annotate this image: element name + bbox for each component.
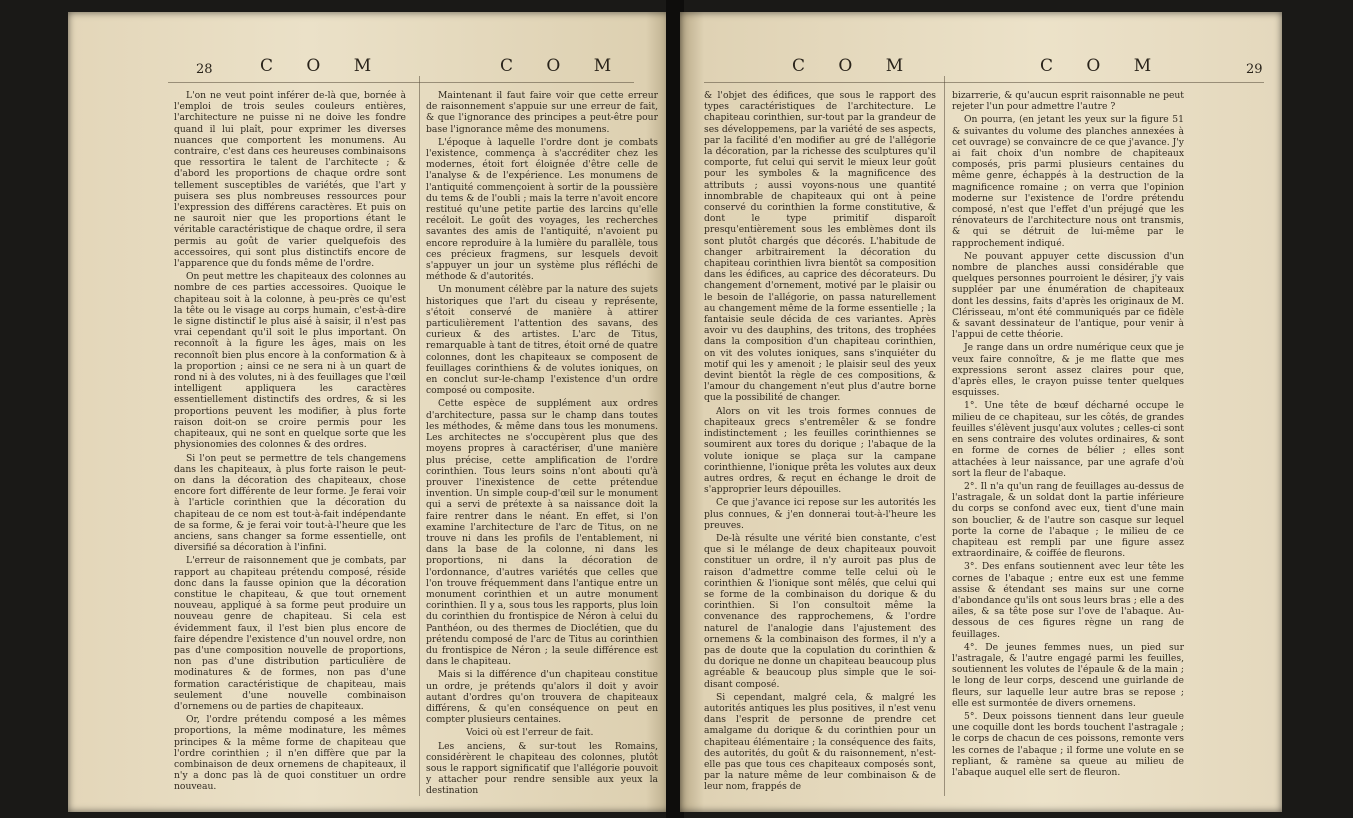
paragraph: 1°. Une tête de bœuf décharné occupe le milieu de ce chapiteau, sur les côtés, de grandes feuilles s'élèvent jusqu'aux volutes ; celles-ci sont en sens contraire des volutes ordinaires, & sont en forme de cornes de bélier ; elles sont attachées à leur naissance, par une agrafe d'où sort la fleur de l'abaque.: [952, 400, 1184, 479]
column-rule-right: [944, 76, 945, 796]
paragraph: 3°. Des enfans soutiennent avec leur tête les cornes de l'abaque ; entre eux est une femme assise & étendant ses mains sur une corne d'abondance qu'ils ont sous leurs bras ; elle a des ailes, & sa tête pose sur l'ove de l'abaque. Au-dessous de ces figures règne un rang de feuillages.: [952, 561, 1184, 640]
running-head-right-1: C O M: [792, 56, 918, 76]
page-number-right: 29: [1246, 62, 1263, 77]
paragraph: Cette espèce de supplément aux ordres d'architecture, passa sur le champ dans toutes les méthodes, & même dans tous les monumens. Les architectes ne s'occupèrent plus que des moyens propres à caractériser, d'une manière plus précise, cette amplification de l'ordre corinthien. Tous leurs soins n'ont abouti qu'à prouver l'inexistence de cette prétendue invention. Un simple coup-d'œil sur le monument qui a servi de prétexte à sa naissance doit la faire rentrer dans le néant. En effet, si l'on examine l'architecture de l'arc de Titus, on ne trouve ni dans les profils de l'entablement, ni dans la base de la colonne, ni dans les proportions, ni dans la décoration de l'ordonnance, d'autres variétés que celles que l'on trouve fréquemment dans l'antique entre un monument corinthien et un autre monument corinthien. Il y a, sous tous les rapports, plus loin du corinthien du frontispice de Néron à celui du Panthéon, ou des thermes de Dioclétien, que du prétendu composé de l'arc de Titus au corinthien du frontispice de Néron ; la seule différence est dans le chapiteau.: [426, 398, 658, 668]
paragraph: Si l'on peut se permettre de tels changemens dans les chapiteaux, à plus forte raison le peut-on dans la décoration des chapiteaux, chose encore fort différente de leur forme. Je ferai voir à l'article corinthien que la décoration du chapiteau de ce nom est tout-à-fait indépendante de sa forme, & je ferai voir tout-à-l'heure que les anciens, sans changer sa forme essentielle, ont diversifié sa décoration à l'infini.: [174, 452, 406, 554]
column-rule-left: [419, 76, 420, 796]
paragraph: Ce que j'avance ici repose sur les autorités les plus connues, & j'en donnerai tout-à-l'heure les preuves.: [704, 497, 936, 531]
paragraph: 2°. Il n'a qu'un rang de feuillages au-dessus de l'astragale, & un soldat dont la partie inférieure du corps se confond avec eux, tient d'une main son bouclier, & de l'autre son casque sur lequel porte la corne de l'abaque ; le milieu de ce chapiteau est rempli par une figure assez extraordinaire, & coiffée de fleurons.: [952, 480, 1184, 560]
paragraph: On pourra, (en jetant les yeux sur la figure 51 & suivantes du volume des planches annexées à cet ouvrage) se convaincre de ce que j'avance. J'y ai fait choix d'un nombre de chapiteaux composés, pris parmi plusieurs centaines du même genre, échappés à la destruction de la magnificence romaine ; on verra que l'opinion moderne sur l'existence de l'ordre prétendu composé, n'est que l'effet d'un préjugé que les rénovateurs de l'architecture nous ont transmis, & qui se détruit de lui-même par le rapprochement indiqué.: [952, 114, 1184, 249]
page-number-left: 28: [196, 62, 213, 77]
paragraph: L'on ne veut point inférer de-là que, bornée à l'emploi de trois seules couleurs entières, l'architecture ne puisse ni ne doive les fondre quand il lui plaît, pour exprimer les diverses nuances que comportent les monumens. Au contraire, c'est dans ces heureuses combinaisons que ressortira le talent de l'architecte ; & d'abord les proportions de chaque ordre sont tellement susceptibles de variétés, que l'art y puisera ses plus nombreuses ressources pour l'expression des différens caractères. Et puis on ne sauroit nier que les proportions étant le véritable caractéristique de chaque ordre, il sera permis au goût de varier quelquefois des accessoires, qui sont plus distinctifs encore de l'apparence que du fonds même de l'ordre.: [174, 90, 406, 270]
paragraph: 4°. De jeunes femmes nues, un pied sur l'astragale, & l'autre engagé parmi les feuilles, soutiennent les volutes de l'épaule & de la main ; le long de leur corps, descend une guirlande de fleurs, sur laquelle leur autre bras se repose ; elle est surmontée de divers ornemens.: [952, 641, 1184, 709]
paragraph: Alors on vit les trois formes connues de chapiteaux grecs s'entremêler & se fondre indistinctement ; les feuilles corinthiennes se soumirent aux tores du dorique ; l'abaque de la volute ionique se plaça sur la campane corinthienne, l'ionique prêta les volutes aux deux autres ordres, & reçut en échange le droit de s'approprier leurs dépouilles.: [704, 405, 936, 496]
right-page-column-1: [704, 90, 936, 800]
running-head-right-2: C O M: [1040, 56, 1166, 76]
right-page: [680, 12, 1282, 812]
running-head-left-2: C O M: [500, 56, 626, 76]
paragraph: L'erreur de raisonnement que je combats, par rapport au chapiteau prétendu composé, réside donc dans la fausse opinion que la décoration constitue le chapiteau, & que tout ornement nouveau, appliqué à sa forme peut produire un nouveau genre de chapiteau. Si cela est évidemment faux, il l'est bien plus encore de faire dépendre l'existence d'un nouvel ordre, non pas d'une composition nouvelle de proportions, non pas d'une distribution particulière de modinatures & de formes, non pas d'une formation caractéristique de chapiteau, mais seulement d'une nouvelle combinaison d'ornemens ou de parties de chapiteaux.: [174, 555, 406, 712]
left-page-column-1: [174, 90, 406, 800]
paragraph: 5°. Deux poissons tiennent dans leur gueule une coquille dont les bords touchent l'astragale ; le corps de chacun de ces poissons, remonte vers les cornes de l'abaque ; il forme une volute en se repliant, & ramène sa queue au milieu de l'abaque auquel elle sert de fleuron.: [952, 710, 1184, 778]
header-rule-left: [168, 82, 634, 83]
paragraph: Un monument célèbre par la nature des sujets historiques que l'art du ciseau y représente, s'étoit conservé de manière à attirer particulièrement l'attention des savans, des curieux & des artistes. L'arc de Titus, remarquable à tant de titres, étoit orné de quatre colonnes, dont les chapiteaux se composent de feuillages corinthiens & de volutes ioniques, on en conclut sur-le-champ l'existence d'un ordre composé ou composite.: [426, 284, 658, 397]
left-page-column-2: [426, 90, 658, 800]
right-page-column-2: [952, 90, 1184, 800]
paragraph: Je range dans un ordre numérique ceux que je veux faire connoître, & je me flatte que mes expressions seront assez claires pour que, d'après elles, le crayon puisse tenter quelques esquisses.: [952, 342, 1184, 399]
paragraph: Si cependant, malgré cela, & malgré les autorités antiques les plus positives, il n'est venu dans l'esprit de personne de prendre cet amalgame du dorique & du corinthien pour un chapiteau élémentaire ; la conséquence des faits, des autorités, du goût & du raisonnement, n'est-elle pas que tous ces chapiteaux composés sont, par la nature même de leur combinaison & de leur nom, frappés de: [704, 691, 936, 793]
paragraph: Or, l'ordre prétendu composé a les mêmes proportions, la même modinature, les mêmes principes & la même forme de chapiteau que l'ordre corinthien ; il n'en diffère que par la combinaison de deux ornemens de chapiteaux, il n'y a donc pas là de quoi constituer un ordre nouveau.: [174, 714, 406, 793]
header-rule-right: [704, 82, 1264, 83]
left-page: [68, 12, 670, 812]
paragraph: Voici où est l'erreur de fait.: [466, 727, 594, 739]
paragraph: Ne pouvant appuyer cette discussion d'un nombre de planches aussi considérable que quelques personnes pourroient le désirer, j'y vais suppléer par une énumération de chapiteaux dont les dessins, faits d'après les originaux de M. Clérisseau, m'ont été communiqués par ce fidèle & savant dessinateur de l'antique, pour venir à l'appui de cette théorie.: [952, 250, 1184, 341]
paragraph: On peut mettre les chapiteaux des colonnes au nombre de ces parties accessoires. Quoique le chapiteau soit à la colonne, à peu-près ce qu'est la tête ou le visage au corps humain, c'est-à-dire le signe distinctif le plus aisé à saisir, il n'est pas vrai cependant qu'il soit le plus important. On reconnoît à la figure les âges, mais on les reconnoît bien plus encore à la conformation & à la proportion ; ainsi ce ne sera ni à un quart de rond ni à des volutes, ni à des feuillages que l'œil intelligent appliquera les caractères essentiellement distinctifs des ordres, & si les proportions peuvent les modifier, à plus forte raison doit-on se croire permis pour les chapiteaux, qui ne sont en quelque sorte que les physionomies des colonnes & des ordres.: [174, 271, 406, 451]
paragraph: Les anciens, & sur-tout les Romains, considérèrent le chapiteau des colonnes, plutôt sous le rapport significatif que l'allégorie pouvoit y attacher pour rendre sensible aux yeux la destination: [426, 740, 658, 797]
paragraph: bizarrerie, & qu'aucun esprit raisonnable ne peut rejeter l'un pour admettre l'autre ?: [952, 90, 1184, 113]
paragraph: Maintenant il faut faire voir que cette erreur de raisonnement s'appuie sur une erreur de fait, & que l'ignorance des principes a peut-être pour base l'ignorance même des monumens.: [426, 90, 658, 135]
paragraph: L'époque à laquelle l'ordre dont je combats l'existence, commença à s'accréditer chez les modernes, étoit fort éloignée d'être celle de l'analyse & de l'expérience. Les monumens de l'antiquité commençoient à sortir de la poussière du tems & de l'oubli ; mais la terre n'avoit encore restitué qu'une petite partie des larcins qu'elle recéloit. Le goût des voyages, les recherches savantes des amis de l'antiquité, n'avoient pu encore reproduire à la lumière du parallèle, tous ces précieux fragmens, sur lesquels devoit s'appuyer un jour un système plus réfléchi de méthode & d'autorités.: [426, 136, 658, 283]
running-head-left-1: C O M: [260, 56, 386, 76]
paragraph: Mais si la différence d'un chapiteau constitue un ordre, je prétends qu'alors il doit y avoir autant d'ordres qu'on trouvera de chapiteaux différens, & qu'en conséquence on peut en compter plusieurs centaines.: [426, 669, 658, 726]
paragraph: & l'objet des édifices, que sous le rapport des types caractéristiques de l'architecture. Le chapiteau corinthien, sur-tout par la grandeur de ses développemens, par la variété de ses aspects, par la facilité d'en modifier au gré de l'allégorie la décoration, par la richesse des sculptures qu'il comporte, fut celui qui servit le mieux leur goût pour les symboles & la magnificence des attributs ; aussi voyons-nous une quantité innombrable de chapiteaux qui ont à peine conservé du corinthien la forme constitutive, & dont le type primitif disparoît presqu'entièrement sous les emblèmes dont ils sont plutôt chargés que décorés. L'habitude de changer arbitrairement la décoration du chapiteau corinthien livra bientôt sa composition dans les édifices, au caprice des décorateurs. Du changement d'ornement, motivé par le plaisir ou le besoin de l'allégorie, on passa naturellement au changement même de la forme essentielle ; la fantaisie seule décida de ces variantes. Après avoir vu des dauphins, des tritons, des trophées dans la composition d'un chapiteau corinthien, on vit des volutes ioniques, sans s'inquiéter du motif qui les y amenoit ; le plaisir seul des yeux devint bientôt la règle de ces compositions, & l'amour du changement n'eut plus d'autre borne que la possibilité de changer.: [704, 90, 936, 404]
paragraph: De-là résulte une vérité bien constante, c'est que si le mélange de deux chapiteaux pouvoit constituer un ordre, il n'y auroit pas plus de raison d'admettre comme telle celui où le corinthien & l'ionique sont mêlés, que celui qui se forme de la combinaison du dorique & du corinthien. Si l'on consultoit même la convenance des rapprochemens, & l'ordre naturel de l'analogie dans l'ajustement des ornemens & la combinaison des formes, il n'y a pas de doute que la copulation du corinthien & du dorique ne donne un chapiteau beaucoup plus agréable & beaucoup plus simple que le soi-disant composé.: [704, 532, 936, 690]
